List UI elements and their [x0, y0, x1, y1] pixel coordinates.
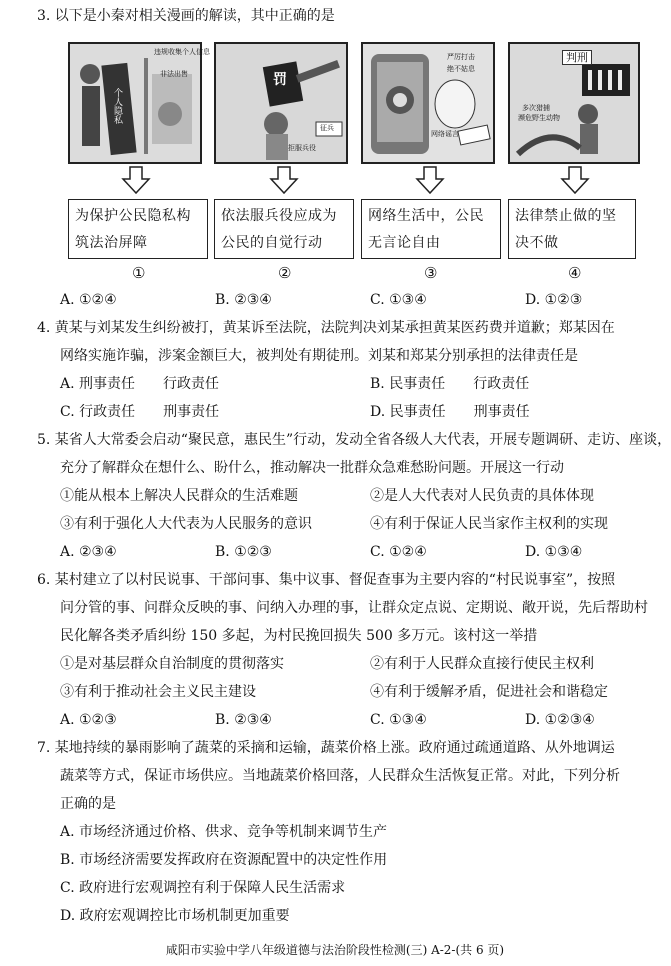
military-service-comic-icon	[216, 44, 346, 162]
interpretation-box-2: 依法服兵役应成为公民的自觉行动	[214, 199, 354, 259]
q6-option-d[interactable]: D. ①②③④	[525, 712, 595, 728]
q6-item-4: ④有利于缓解矛盾，促进社会和谐稳定	[370, 684, 608, 700]
q3-option-c[interactable]: C. ①③④	[370, 292, 427, 308]
q5-item-2: ②是人大代表对人民负责的具体体现	[370, 488, 594, 504]
q6-item-2: ②有利于人民群众直接行使民主权利	[370, 656, 594, 672]
comic-panel-2	[214, 42, 348, 164]
q6-option-b[interactable]: B. ②③④	[215, 712, 272, 728]
down-arrow-icon	[269, 166, 299, 194]
panel3-label-a: 严厉打击	[447, 53, 475, 61]
q3-option-b[interactable]: B. ②③④	[215, 292, 272, 308]
box-number-2: ②	[278, 264, 292, 282]
q7-option-c[interactable]: C. 政府进行宏观调控有利于保障人民生活需求	[60, 880, 346, 896]
q5-option-c[interactable]: C. ①②④	[370, 544, 427, 560]
q7-stem-line-1: 7. 某地持续的暴雨影响了蔬菜的采摘和运输，蔬菜价格上涨。政府通过疏通道路、从外地调运	[37, 740, 615, 756]
panel1-label-a: 违规收集个人信息	[154, 48, 210, 56]
q7-option-a[interactable]: A. 市场经济通过价格、供求、竞争等机制来调节生产	[60, 824, 388, 840]
q6-option-a[interactable]: A. ①②③	[60, 712, 117, 728]
q7-stem-line-3: 正确的是	[60, 796, 116, 812]
panel3-label-b: 绝不姑息	[447, 65, 475, 73]
q6-stem-line-2: 问分管的事、问群众反映的事、问纳入办理的事，让群众定点说、定期说、敞开说，先后帮助村	[60, 600, 648, 616]
interpretation-box-1: 为保护公民隐私构筑法治屏障	[68, 199, 208, 259]
panel2-label-a: 罚	[273, 72, 287, 88]
down-arrow-icon	[121, 166, 151, 194]
panel1-label-c: 个人隐私	[112, 88, 122, 124]
interpretation-box-3: 网络生活中，公民无言论自由	[361, 199, 501, 259]
q4-option-d[interactable]: D. 民事责任 刑事责任	[370, 404, 530, 420]
box-number-4: ④	[568, 264, 582, 282]
down-arrow-icon	[560, 166, 590, 194]
q5-item-4: ④有利于保证人民当家作主权利的实现	[370, 516, 608, 532]
box-number-3: ③	[424, 264, 438, 282]
comic-panel-1	[68, 42, 210, 164]
q4-option-a[interactable]: A. 刑事责任 行政责任	[60, 376, 220, 392]
privacy-comic-icon	[70, 44, 200, 162]
down-arrow-icon	[415, 166, 445, 194]
panel2-label-c: 征兵	[320, 124, 334, 132]
q7-option-d[interactable]: D. 政府宏观调控比市场机制更加重要	[60, 908, 290, 924]
interpretation-box-4: 法律禁止做的坚决不做	[508, 199, 636, 259]
q6-item-3: ③有利于推动社会主义民主建设	[60, 684, 256, 700]
q6-stem-line-3: 民化解各类矛盾纠纷 150 多起，为村民挽回损失 500 多万元。该村这一举措	[60, 628, 538, 644]
box-number-1: ①	[132, 264, 146, 282]
q5-stem-line-2: 充分了解群众在想什么、盼什么，推动解决一批群众急难愁盼问题。开展这一行动	[60, 460, 564, 476]
q6-option-c[interactable]: C. ①③④	[370, 712, 427, 728]
q4-stem-line-2: 网络实施诈骗，涉案金额巨大，被判处有期徒刑。刘某和郑某分别承担的法律责任是	[60, 348, 578, 364]
panel4-label-c: 濒危野生动物	[518, 114, 560, 122]
panel4-label-a: 判刑	[562, 50, 592, 65]
q6-stem-line-1: 6. 某村建立了以村民说事、干部问事、集中议事、督促查事为主要内容的“村民说事室”，按照	[37, 572, 616, 588]
q5-option-d[interactable]: D. ①③④	[525, 544, 583, 560]
q5-item-1: ①能从根本上解决人民群众的生活难题	[60, 488, 298, 504]
q5-stem-line-1: 5. 某省人大常委会启动“聚民意，惠民生”行动，发动全省各级人大代表，开展专题调研、走访、座谈，	[37, 432, 671, 448]
q7-option-b[interactable]: B. 市场经济需要发挥政府在资源配置中的决定性作用	[60, 852, 388, 868]
panel3-label-c: 网络谣言	[431, 130, 459, 138]
q5-option-b[interactable]: B. ①②③	[215, 544, 272, 560]
q4-option-b[interactable]: B. 民事责任 行政责任	[370, 376, 530, 392]
q5-option-a[interactable]: A. ②③④	[60, 544, 117, 560]
q6-item-1: ①是对基层群众自治制度的贯彻落实	[60, 656, 284, 672]
panel1-label-b: 非法出售	[160, 70, 188, 78]
comic-panel-3	[361, 42, 495, 164]
q4-option-c[interactable]: C. 行政责任 刑事责任	[60, 404, 220, 420]
q7-stem-line-2: 蔬菜等方式，保证市场供应。当地蔬菜价格回落，人民群众生活恢复正常。对此，下列分析	[60, 768, 620, 784]
page-footer: 咸阳市实验中学八年级道德与法治阶段性检测(三) A-2-(共 6 页)	[165, 943, 505, 957]
q3-option-a[interactable]: A. ①②④	[60, 292, 117, 308]
panel4-label-b: 多次猎捕	[522, 104, 550, 112]
q3-stem: 3. 以下是小秦对相关漫画的解读，其中正确的是	[37, 8, 335, 24]
q4-stem-line-1: 4. 黄某与刘某发生纠纷被打，黄某诉至法院，法院判决刘某承担黄某医药费并道歉；郑某因在	[37, 320, 615, 336]
q3-option-d[interactable]: D. ①②③	[525, 292, 583, 308]
panel2-label-b: 拒服兵役	[288, 144, 316, 152]
q5-item-3: ③有利于强化人大代表为人民服务的意识	[60, 516, 312, 532]
comic-panel-4	[508, 42, 640, 164]
